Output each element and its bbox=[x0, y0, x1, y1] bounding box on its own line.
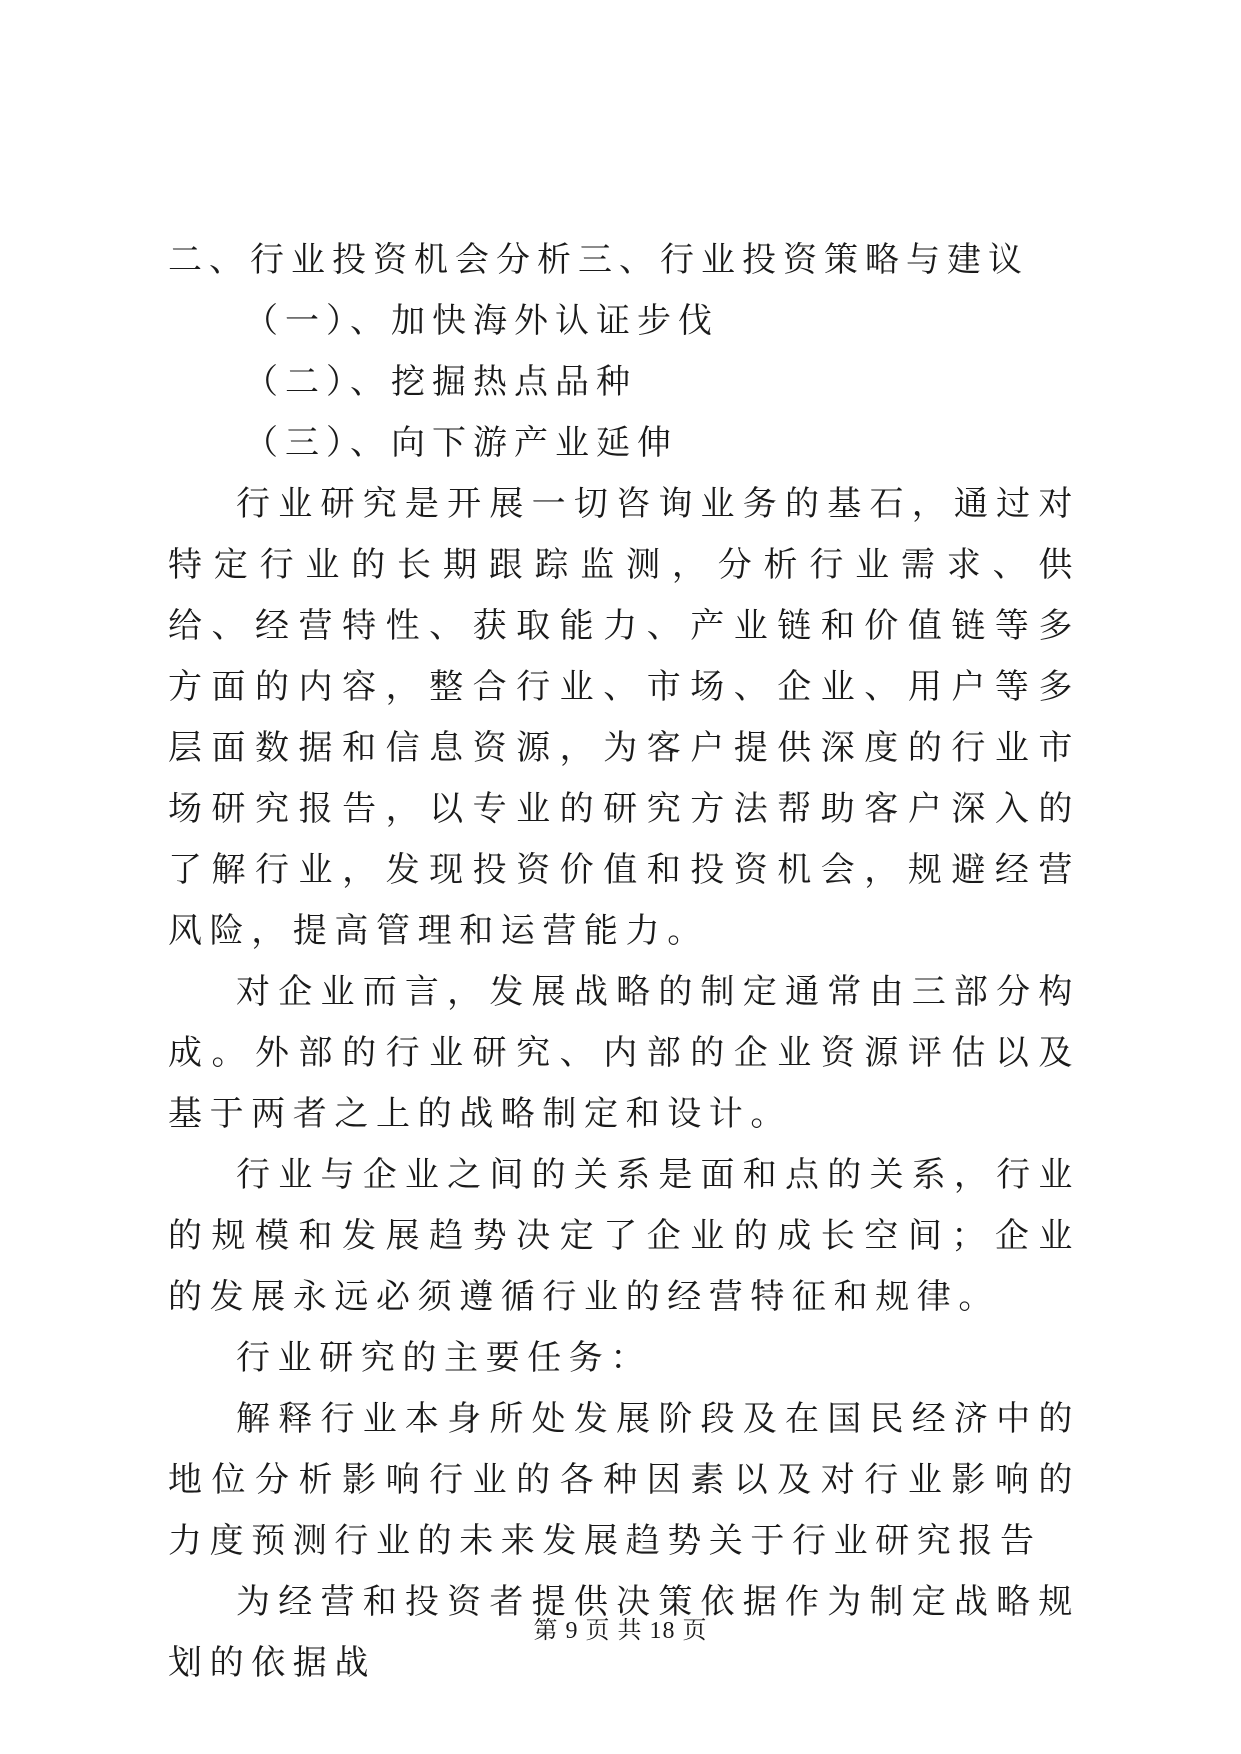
section-heading: 二、行业投资机会分析三、行业投资策略与建议 bbox=[168, 240, 1029, 280]
subitem-2: （二）、挖掘热点品种 bbox=[244, 362, 637, 402]
document-body bbox=[168, 230, 1080, 1694]
paragraph-industry-research: 行业研究是开展一切咨询业务的基石，通过对特定行业的长期跟踪监测，分析行业需求、供给、经营特性、获取能力、产业链和价值链等多方面的内容，整合行业、市场、企业、用户等多层面数据和信息资源，为客户提供深度的行业市场研究报告，以专业的研究方法帮助客户深入的了解行业，发现投资价值和投资机会，规避经营风险，提高管理和运营能力。 bbox=[168, 484, 1080, 951]
paragraph-industry-enterprise-relation: 行业与企业之间的关系是面和点的关系，行业的规模和发展趋势决定了企业的成长空间；企业的发展永远必须遵循行业的经营特征和规律。 bbox=[168, 1155, 1080, 1317]
paragraph-task-explanation: 解释行业本身所处发展阶段及在国民经济中的地位分析影响行业的各种因素以及对行业影响的力度预测行业的未来发展趋势关于行业研究报告 bbox=[168, 1399, 1080, 1561]
page-number: 第 9 页 共 18 页 bbox=[533, 1618, 708, 1644]
subitem-3: （三）、向下游产业延伸 bbox=[244, 423, 678, 463]
paragraph-decision-basis: 为经营和投资者提供决策依据作为制定战略规划的依据战 bbox=[168, 1582, 1080, 1683]
subitem-1: （一）、加快海外认证步伐 bbox=[244, 301, 719, 341]
paragraph-main-tasks: 行业研究的主要任务： bbox=[236, 1338, 652, 1378]
paragraph-enterprise-strategy: 对企业而言，发展战略的制定通常由三部分构成。外部的行业研究、内部的企业资源评估以及基于两者之上的战略制定和设计。 bbox=[168, 972, 1080, 1134]
